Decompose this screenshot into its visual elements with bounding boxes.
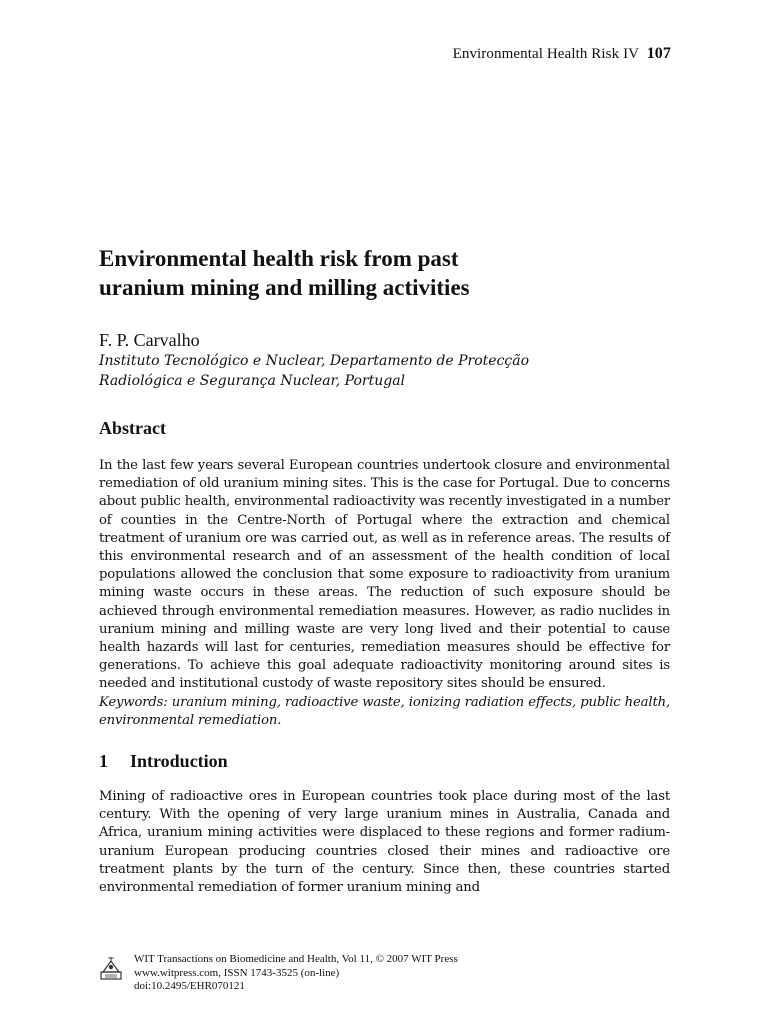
footer-text	[134, 953, 458, 994]
footer-line-2: www.witpress.com, ISSN 1743-3525 (on-line)	[134, 966, 340, 979]
section-number: 1	[99, 751, 108, 772]
abstract-heading: Abstract	[99, 418, 166, 438]
abstract-body: In the last few years several European countries undertook closure and environmental remediation of old uranium mining sites. This is the case for Portugal. Due to concerns about public health, environmental radioactivity was recently investigated in a number of counties in the Centre-North of Portugal where the extraction and chemical treatment of uranium ore was carried out, as well as in reference areas. The results of this environmental research and of an assessment of the health condition of local populations allowed the conclusion that some exposure to radioactivity from uranium mining waste occurs in these areas. The reduction of such exposure should be achieved through environmental remediation measures. However, as radio nuclides in uranium mining and milling waste are very long lived and their potential to cause health hazards will last for centuries, remediation measures should be effective for generations. To achieve this goal adequate radioactivity monitoring around sites is needed and institutional custody of waste repository sites should be ensured.	[99, 458, 670, 692]
keywords	[99, 694, 670, 730]
main-content	[99, 244, 670, 897]
affiliation-line-1: Instituto Tecnológico e Nuclear, Departamento de Protecção	[99, 353, 530, 369]
footer-line-1: WIT Transactions on Biomedicine and Health, Vol 11, © 2007 WIT Press	[134, 953, 458, 965]
section-title: Introduction	[130, 751, 228, 772]
introduction-heading	[99, 750, 670, 772]
title-line-1: Environmental health risk from past	[99, 246, 459, 271]
journal-name: Environmental Health Risk IV	[452, 46, 639, 62]
author-affiliation	[99, 351, 670, 391]
keywords-label: Keywords:	[99, 694, 168, 710]
keywords-text: uranium mining, radioactive waste, ionizing radiation effects, public health, environmental remediation	[99, 694, 670, 728]
affiliation-line-2: Radiológica e Segurança Nuclear, Portugal	[99, 373, 406, 389]
footer-line-3: doi:10.2495/EHR070121	[134, 980, 245, 992]
wit-press-logo-icon	[99, 955, 123, 981]
keywords-end: .	[277, 712, 282, 728]
title-line-2: uranium mining and milling activities	[99, 275, 470, 300]
introduction-body: Mining of radioactive ores in European countries took place during most of the last century. With the opening of very large uranium mines in Australia, Canada and Africa, uranium mining activities were displaced to these regions and former radium-uranium European producing countries closed their mines and radioactive ore treatment plants by the turn of the century. Since then, these countries started environmental remediation of former uranium mining and	[99, 789, 670, 896]
author-name: F. P. Carvalho	[99, 330, 200, 350]
paper-title	[99, 244, 670, 302]
page-number: 107	[646, 45, 671, 62]
running-head	[453, 45, 671, 63]
